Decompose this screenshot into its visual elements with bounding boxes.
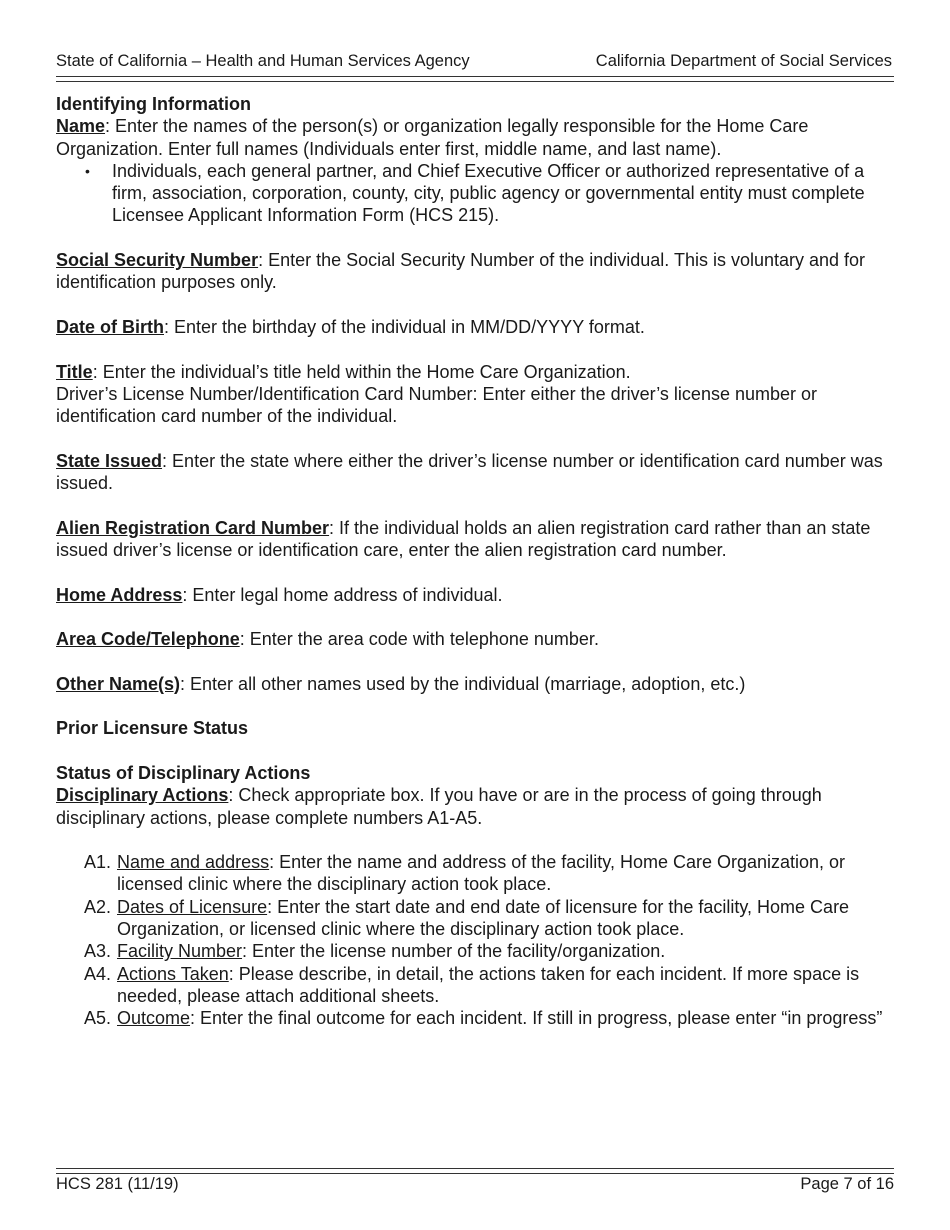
page-footer [56,1175,894,1194]
header-department: California Department of Social Services [595,52,892,70]
dob-label: Date of Birth [56,316,164,337]
disciplinary-actions-label: Disciplinary Actions [56,785,229,806]
form-number: HCS 281 (11/19) [56,1175,179,1193]
header-agency: State of California – Health and Human Services Agency [56,52,470,70]
telephone-label: Area Code/Telephone [56,629,240,650]
other-names-label: Other Name(s) [56,673,181,694]
list-item [56,851,892,896]
home-address-text: : Enter legal home address of individual. [182,584,503,605]
item-text: : Please describe, in detail, the actions taken for each incident. If more space is needed, please attach additional sheets. [117,963,860,1006]
other-names-text: : Enter all other names used by the individual (marriage, adoption, etc.) [180,673,746,694]
item-text: : Enter the final outcome for each incident. If still in progress, please enter “in progress” [190,1008,883,1029]
name-text: : Enter the names of the person(s) or organization legally responsible for the Home Care Organization. Enter full names (Individuals enter first, middle name, and last name). [56,116,809,159]
item-label: Name and address [117,852,270,873]
other-names-paragraph [56,673,892,695]
ssn-label: Social Security Number [56,250,259,271]
title-text: : Enter the individual’s title held within the Home Care Organization. [92,361,631,382]
item-label: Actions Taken [117,963,229,984]
list-item [56,1007,892,1029]
state-issued-label: State Issued [56,450,163,471]
prior-licensure-heading: Prior Licensure Status [56,718,249,739]
ssn-text: : Enter the Social Security Number of the individual. This is voluntary and for identification purposes only. [56,250,866,293]
item-body [117,1007,892,1029]
item-text: : Enter the license number of the facility/organization. [242,941,666,962]
name-label: Name [56,116,106,137]
name-bullet-list [56,160,892,227]
item-body [117,940,892,962]
home-address-label: Home Address [56,584,183,605]
state-issued-paragraph [56,450,892,495]
ssn-paragraph [56,249,892,294]
list-item [56,940,892,962]
dob-text: : Enter the birthday of the individual in MM/DD/YYYY format. [164,316,645,337]
dob-paragraph [56,316,892,338]
disciplinary-actions-text: : Check appropriate box. If you have or are in the process of going through disciplinary actions, please complete numbers A1-A5. [56,785,822,828]
item-number: A4. [84,963,112,984]
alien-card-label: Alien Registration Card Number [56,517,330,538]
disciplinary-heading: Status of Disciplinary Actions [56,762,311,783]
state-issued-text: : Enter the state where either the driver’s license number or identification card number was issued. [56,450,883,494]
item-label: Facility Number [117,941,243,962]
item-number: A5. [84,1008,112,1029]
item-body [117,963,892,1008]
disciplinary-items-list [56,851,892,1029]
title-paragraph [56,361,892,383]
name-paragraph [56,115,892,160]
item-label: Dates of Licensure [117,896,268,917]
drivers-license-paragraph: Driver’s License Number/Identification Card Number: Enter either the driver’s license number or identification card number of the individual. [56,383,818,427]
page-number: Page 7 of 16 [800,1175,894,1193]
item-text: : Enter the name and address of the facility, Home Care Organization, or licensed clinic where the disciplinary action took place. [117,852,846,895]
item-text: : Enter the start date and end date of licensure for the facility, Home Care Organization, or licensed clinic where the disciplinary action took place. [117,896,850,939]
alien-card-paragraph [56,517,892,562]
list-item [56,896,892,941]
page-header [56,52,892,71]
instructions-body [56,93,892,1029]
item-body [117,896,892,941]
alien-card-text: : If the individual holds an alien registration card rather than an state issued driver’s license or identification care, enter the alien registration card number. [56,517,871,560]
home-address-paragraph [56,584,892,606]
identifying-heading: Identifying Information [56,94,251,114]
list-item: • Individuals, each general partner, and Chief Executive Officer or authorized representative of a firm, association, corporation, county, city, public agency or governmental entity must complete Licensee Applicant Information Form (HCS 215). [112,160,892,227]
item-number: A2. [84,896,112,917]
disciplinary-actions-paragraph [56,784,892,829]
telephone-text: : Enter the area code with telephone number. [239,629,599,650]
title-label: Title [56,361,93,382]
header-rule [56,76,894,82]
item-body [117,851,892,896]
footer-rule [56,1168,894,1174]
item-number: A3. [84,941,112,962]
list-item [56,963,892,1008]
item-label: Outcome [117,1008,191,1029]
item-number: A1. [84,852,112,873]
telephone-paragraph [56,628,892,650]
